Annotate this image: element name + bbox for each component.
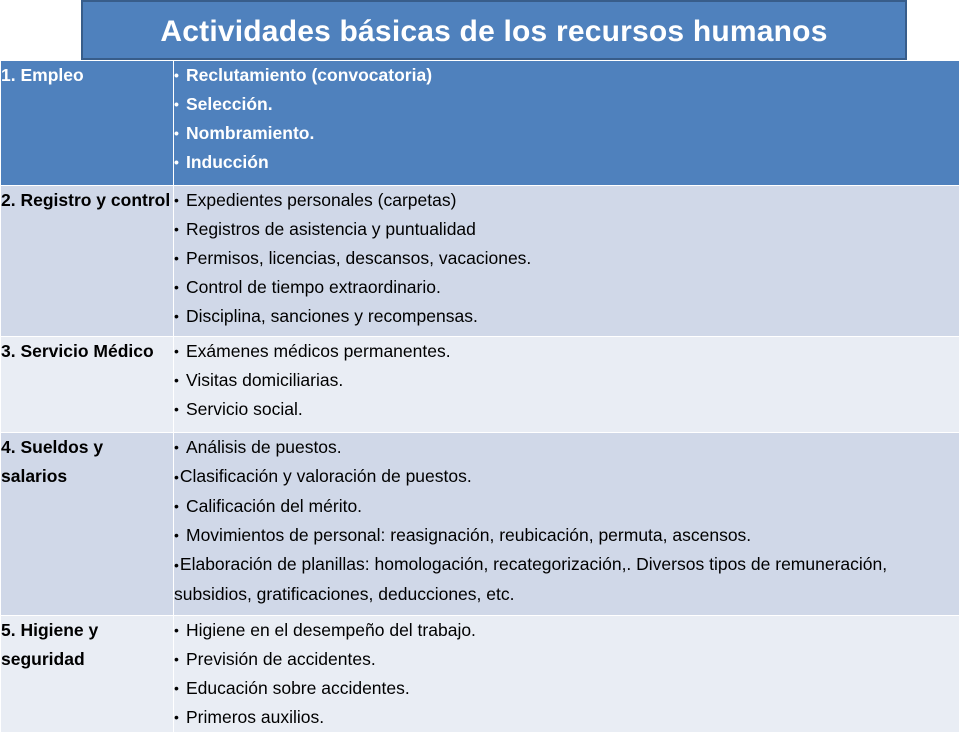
list-item: • Calificación del mérito. — [174, 492, 959, 521]
list-item: • Elaboración de planillas: homologación, recategorización,. Diversos tipos de remuneración, subsidios, gratificaciones, deducciones, etc. — [174, 550, 959, 609]
category-cell: 2. Registro y control — [1, 186, 174, 337]
list-item: • Servicio social. — [174, 395, 959, 424]
category-cell: 5. Higiene y seguridad — [1, 616, 174, 733]
table-row — [1, 337, 960, 433]
list-item: • Primeros auxilios. — [174, 703, 959, 732]
list-item: • Previsión de accidentes. — [174, 645, 959, 674]
activity-list — [174, 433, 959, 609]
list-item: • Educación sobre accidentes. — [174, 674, 959, 703]
items-cell — [174, 337, 960, 433]
list-item: • Visitas domiciliarias. — [174, 366, 959, 395]
items-cell — [174, 433, 960, 616]
list-item: • Control de tiempo extraordinario. — [174, 273, 959, 302]
list-item: • Reclutamiento (convocatoria) — [174, 61, 959, 90]
list-item: • Disciplina, sanciones y recompensas. — [174, 302, 959, 331]
list-item: • Registros de asistencia y puntualidad — [174, 215, 959, 244]
slide-title-box — [81, 0, 907, 60]
list-item: • Higiene en el desempeño del trabajo. — [174, 616, 959, 645]
list-item: • Nombramiento. — [174, 119, 959, 148]
category-cell: 4. Sueldos y salarios — [1, 433, 174, 616]
items-cell — [174, 616, 960, 733]
activities-table — [0, 60, 960, 733]
table-row — [1, 433, 960, 616]
table-row — [1, 186, 960, 337]
items-cell — [174, 61, 960, 186]
list-item: • Clasificación y valoración de puestos. — [174, 462, 959, 492]
list-item: • Inducción — [174, 148, 959, 177]
slide-title: Actividades básicas de los recursos humanos — [160, 15, 828, 48]
category-cell: 1. Empleo — [1, 61, 174, 186]
items-cell — [174, 186, 960, 337]
list-item: • Permisos, licencias, descansos, vacaciones. — [174, 244, 959, 273]
table-row — [1, 616, 960, 733]
activity-list — [174, 61, 959, 177]
activity-list — [174, 616, 959, 732]
list-item: • Movimientos de personal: reasignación, reubicación, permuta, ascensos. — [174, 521, 959, 550]
table-row — [1, 61, 960, 186]
list-item: • Exámenes médicos permanentes. — [174, 337, 959, 366]
list-item: • Selección. — [174, 90, 959, 119]
activity-list — [174, 337, 959, 424]
list-item: • Expedientes personales (carpetas) — [174, 186, 959, 215]
activity-list — [174, 186, 959, 331]
list-item: • Análisis de puestos. — [174, 433, 959, 462]
category-cell: 3. Servicio Médico — [1, 337, 174, 433]
